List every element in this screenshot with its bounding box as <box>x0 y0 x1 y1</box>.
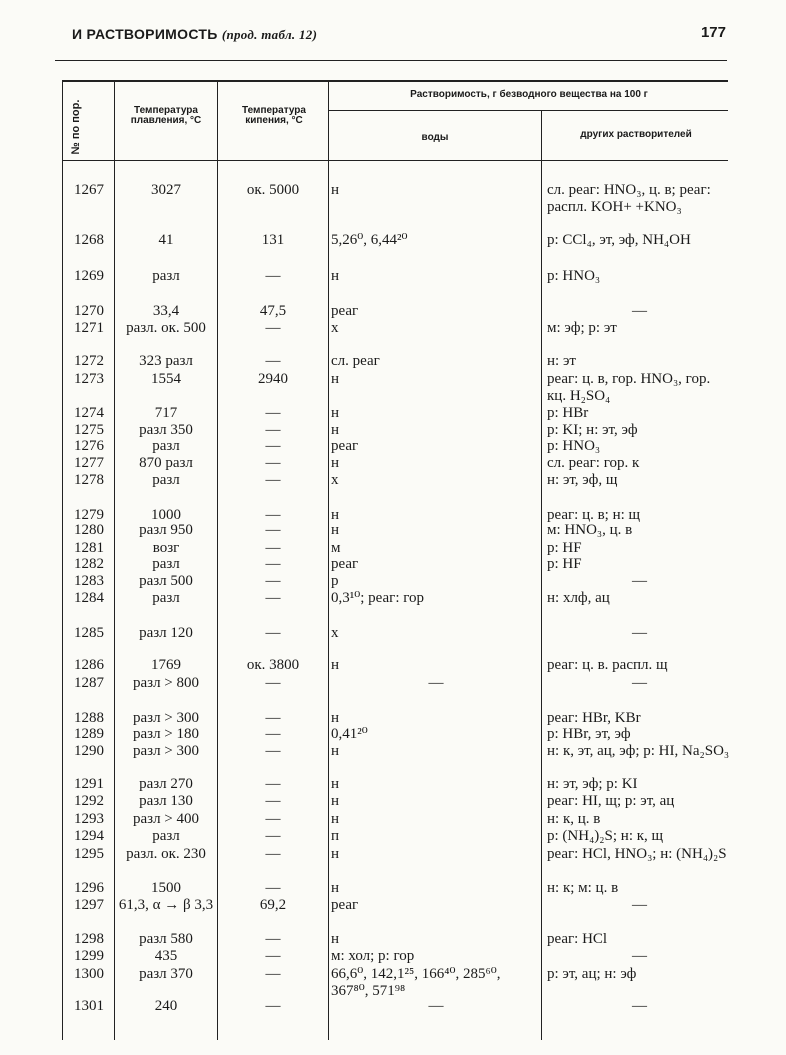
cell-water: — <box>428 675 444 691</box>
cell-boil: — <box>265 438 281 454</box>
cell-water: 0,41²⁰ <box>331 726 368 742</box>
cell-boil: — <box>265 880 281 896</box>
cell-melt: разл. ок. 500 <box>126 320 206 336</box>
cell-boil: — <box>265 776 281 792</box>
cell-other: — <box>632 573 647 589</box>
cell-water: п <box>331 828 340 844</box>
cell-water: н <box>331 880 340 896</box>
cell-other: р: HNO₃ <box>547 268 601 284</box>
cell-water: н <box>331 405 340 421</box>
cell-melt: разл 500 <box>139 573 193 589</box>
cell-melt: разл <box>152 472 180 488</box>
cell-water: н <box>331 846 340 862</box>
cell-num: 1295 <box>74 846 104 862</box>
cell-num: 1280 <box>74 522 104 538</box>
cell-melt: разл 950 <box>139 522 193 538</box>
cell-melt: 1554 <box>151 371 181 387</box>
cell-water: н <box>331 710 340 726</box>
cell-melt: 41 <box>158 232 174 248</box>
cell-other: — <box>632 675 647 691</box>
cell-boil: — <box>265 540 281 556</box>
cell-melt: разл <box>152 268 180 284</box>
cell-water: х <box>331 320 339 336</box>
cell-num: 1279 <box>74 507 104 523</box>
cell-melt: 435 <box>154 948 178 964</box>
cell-water: н <box>331 371 340 387</box>
col-divider-1 <box>62 80 63 1040</box>
cell-water: реаг <box>331 897 359 913</box>
cell-water: 5,26⁰, 6,44²⁰ <box>331 232 408 248</box>
subheader-rule <box>328 110 728 111</box>
cell-melt: разл <box>152 556 180 572</box>
cell-num: 1275 <box>74 422 104 438</box>
cell-other: р: CCl₄, эт, эф, NH₄OH <box>547 232 691 248</box>
cell-boil: — <box>265 268 281 284</box>
cell-melt: разл 130 <box>139 793 193 809</box>
cell-water: — <box>428 998 444 1014</box>
cell-other: р: HBr <box>547 405 589 421</box>
cell-num: 1293 <box>74 811 104 827</box>
cell-water: реаг <box>331 438 359 454</box>
cell-other: р: эт, ац; н: эф <box>547 966 637 982</box>
header-boiling <box>222 106 326 126</box>
cell-melt: разл 580 <box>139 931 193 947</box>
table-top-rule <box>62 80 728 82</box>
cell-boil: — <box>265 846 281 862</box>
cell-melt: разл 370 <box>139 966 193 982</box>
cell-other: н: к; м: ц. в <box>547 880 619 896</box>
cell-water: н <box>331 455 340 471</box>
cell-melt: разл 270 <box>139 776 193 792</box>
cell-num: 1277 <box>74 455 104 471</box>
cell-melt: разл > 180 <box>132 726 200 742</box>
cell-num: 1281 <box>74 540 104 556</box>
cell-num: 1267 <box>74 182 104 198</box>
cell-melt: 870 разл <box>139 455 193 471</box>
cell-other: р: (NH₄)₂S; н: к, щ <box>547 828 664 844</box>
cell-num: 1291 <box>74 776 104 792</box>
cell-melt: 240 <box>154 998 178 1014</box>
cell-boil: — <box>265 793 281 809</box>
cell-melt: 33,4 <box>152 303 180 319</box>
header-num: № по пор. <box>70 99 82 155</box>
cell-boil: — <box>265 828 281 844</box>
header-bottom-rule <box>62 160 728 161</box>
cell-num: 1268 <box>74 232 104 248</box>
cell-water: х <box>331 625 339 641</box>
cell-num: 1301 <box>74 998 104 1014</box>
cell-other: м: эф; р: эт <box>547 320 617 336</box>
cell-boil: — <box>265 422 281 438</box>
cell-boil: — <box>265 573 281 589</box>
cell-other: р: HF <box>547 540 582 556</box>
cell-other: реаг: ц. в. распл. щ <box>547 657 668 673</box>
cell-melt: 717 <box>154 405 178 421</box>
cell-num: 1272 <box>74 353 104 369</box>
cell-num: 1299 <box>74 948 104 964</box>
cell-num: 1273 <box>74 371 104 387</box>
cell-boil: — <box>265 507 281 523</box>
cell-boil: — <box>265 405 281 421</box>
cell-melt: 1000 <box>151 507 181 523</box>
cell-boil: — <box>265 931 281 947</box>
cell-melt: разл 120 <box>139 625 193 641</box>
cell-melt: разл. ок. 230 <box>126 846 206 862</box>
cell-num: 1288 <box>74 710 104 726</box>
cell-melt: разл <box>152 828 180 844</box>
header-rule <box>55 60 727 61</box>
cell-num: 1287 <box>74 675 104 691</box>
cell-melt: разл > 800 <box>132 675 200 691</box>
cell-boil: — <box>265 710 281 726</box>
cell-boil: — <box>265 948 281 964</box>
cell-other: н: эт, эф, щ <box>547 472 618 488</box>
cell-water: н <box>331 522 340 538</box>
header-title-text: И РАСТВОРИМОСТЬ <box>72 26 218 42</box>
cell-num: 1270 <box>74 303 104 319</box>
cell-melt: возг <box>152 540 180 556</box>
cell-num: 1298 <box>74 931 104 947</box>
cell-boil: ок. 3800 <box>246 657 300 673</box>
cell-water: м <box>331 540 341 556</box>
cell-num: 1297 <box>74 897 104 913</box>
cell-melt: 323 разл <box>139 353 193 369</box>
cell-num: 1290 <box>74 743 104 759</box>
cell-water: м: хол; р: гор <box>331 948 415 964</box>
cell-melt: 3027 <box>151 182 181 198</box>
cell-other: н: эт <box>547 353 576 369</box>
cell-melt: 1500 <box>151 880 181 896</box>
cell-num: 1300 <box>74 966 104 982</box>
cell-other: н: к, эт, ац, эф; р: HI, Na₂SO₃ <box>547 743 730 759</box>
cell-water: 66,6⁰, 142,1²⁵, 166⁴⁰, 285⁶⁰, 367⁸⁰, 571⁹⁸ <box>331 966 501 999</box>
cell-num: 1292 <box>74 793 104 809</box>
cell-other: — <box>632 948 647 964</box>
cell-melt: 61,3, α → β 3,3 <box>118 897 214 913</box>
col-divider-4 <box>328 80 329 1040</box>
cell-melt: разл > 400 <box>132 811 200 827</box>
cell-water: реаг <box>331 556 359 572</box>
cell-boil: — <box>265 353 281 369</box>
cell-boil: 131 <box>261 232 285 248</box>
cell-other: — <box>632 303 647 319</box>
cell-boil: — <box>265 320 281 336</box>
cell-water: р <box>331 573 339 589</box>
cell-melt: разл <box>152 590 180 606</box>
cell-other: реаг: HBr, KBr <box>547 710 641 726</box>
cell-num: 1276 <box>74 438 104 454</box>
cell-num: 1284 <box>74 590 104 606</box>
header-solubility: Растворимость, г безводного вещества на 100 г <box>410 89 648 100</box>
cell-num: 1278 <box>74 472 104 488</box>
cell-boil: — <box>265 472 281 488</box>
cell-boil: — <box>265 675 281 691</box>
cell-other: — <box>632 625 647 641</box>
cell-other: реаг: HCl, HNO₃; н: (NH₄)₂S <box>547 846 727 862</box>
cell-other: — <box>632 897 647 913</box>
cell-num: 1285 <box>74 625 104 641</box>
cell-melt: разл > 300 <box>132 710 200 726</box>
cell-melt: разл > 300 <box>132 743 200 759</box>
cell-boil: — <box>265 726 281 742</box>
cell-other: реаг: HI, щ; р: эт, ац <box>547 793 675 809</box>
cell-other: р: HNO₃ <box>547 438 601 454</box>
cell-other: реаг: ц. в, гор. HNO₃, гор. кц. H₂SO₄ <box>547 371 711 404</box>
cell-boil: — <box>265 590 281 606</box>
cell-boil: 69,2 <box>259 897 287 913</box>
cell-num: 1283 <box>74 573 104 589</box>
cell-boil: — <box>265 522 281 538</box>
col-divider-5 <box>541 110 542 1040</box>
cell-water: н <box>331 811 340 827</box>
cell-other: р: HBr, эт, эф <box>547 726 631 742</box>
cell-other: — <box>632 998 647 1014</box>
cell-num: 1289 <box>74 726 104 742</box>
cell-water: реаг <box>331 303 359 319</box>
cell-boil: — <box>265 966 281 982</box>
cell-boil: ок. 5000 <box>246 182 300 198</box>
cell-boil: — <box>265 743 281 759</box>
cell-num: 1274 <box>74 405 104 421</box>
cell-melt: разл <box>152 438 180 454</box>
cell-num: 1294 <box>74 828 104 844</box>
header-subtitle: (прод. табл. 12) <box>221 27 318 42</box>
cell-melt: разл 350 <box>139 422 193 438</box>
cell-num: 1271 <box>74 320 104 336</box>
cell-other: р: HF <box>547 556 582 572</box>
cell-water: н <box>331 507 340 523</box>
cell-num: 1282 <box>74 556 104 572</box>
cell-other: р: KI; н: эт, эф <box>547 422 638 438</box>
cell-water: 0,3¹⁰; реаг: гор <box>331 590 425 606</box>
cell-boil: — <box>265 811 281 827</box>
cell-water: н <box>331 657 340 673</box>
cell-water: сл. реаг <box>331 353 380 369</box>
header-boiling-text: Температура кипения, °C <box>242 105 306 126</box>
cell-num: 1286 <box>74 657 104 673</box>
cell-boil: — <box>265 625 281 641</box>
cell-water: н <box>331 743 340 759</box>
cell-num: 1296 <box>74 880 104 896</box>
cell-other: м: HNO₃, ц. в <box>547 522 633 538</box>
cell-water: н <box>331 793 340 809</box>
header-melting-text: Температура плавления, °C <box>130 105 202 126</box>
cell-boil: — <box>265 455 281 471</box>
cell-water: н <box>331 182 340 198</box>
col-divider-2 <box>114 80 115 1040</box>
cell-num: 1269 <box>74 268 104 284</box>
header-melting <box>118 106 214 126</box>
cell-water: н <box>331 268 340 284</box>
cell-melt: 1769 <box>151 657 181 673</box>
cell-other: н: к, ц. в <box>547 811 601 827</box>
header-other: других растворителей <box>580 129 692 140</box>
page-number: 177 <box>700 24 726 41</box>
cell-water: х <box>331 472 339 488</box>
cell-water: н <box>331 931 340 947</box>
cell-boil: — <box>265 998 281 1014</box>
cell-boil: — <box>265 556 281 572</box>
cell-water: н <box>331 422 340 438</box>
cell-other: н: эт, эф; р: KI <box>547 776 638 792</box>
cell-other: н: хлф, ац <box>547 590 610 606</box>
cell-other: реаг: ц. в; н: щ <box>547 507 641 523</box>
page-header-title <box>72 26 317 43</box>
cell-other: сл. реаг: HNO₃, ц. в; реаг: распл. KOH+ +KNO₃ <box>547 182 711 215</box>
cell-water: н <box>331 776 340 792</box>
cell-other: реаг: HCl <box>547 931 608 947</box>
header-water: воды <box>421 132 449 143</box>
cell-boil: 47,5 <box>259 303 287 319</box>
cell-boil: 2940 <box>258 371 288 387</box>
cell-other: сл. реаг: гор. к <box>547 455 640 471</box>
